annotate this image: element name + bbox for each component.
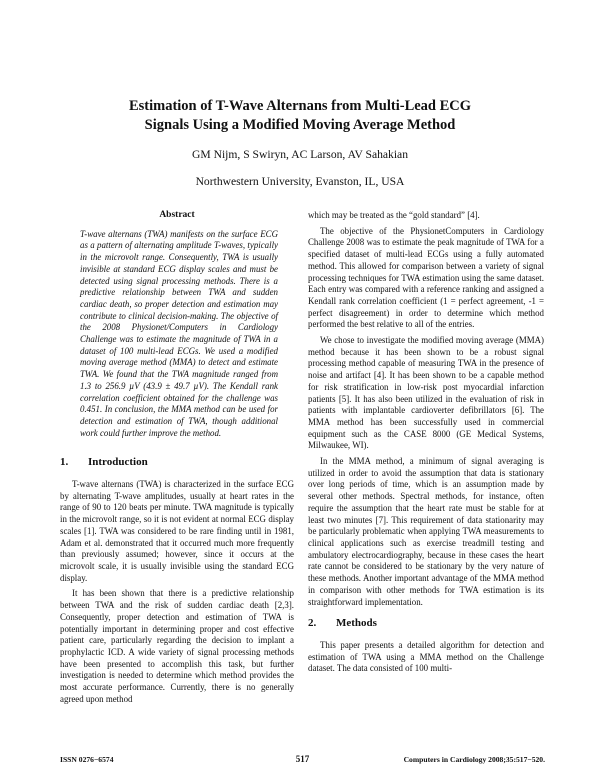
- abstract-heading: Abstract: [159, 210, 195, 220]
- section-number: 2.: [308, 617, 317, 630]
- title-line-2: Signals Using a Modified Moving Average Method: [144, 117, 456, 133]
- intro-paragraph-4: We chose to investigate the modified moving average (MMA) method because it has been shown to be a robust signal processing method capable of measuring TWA in the presence of noise and artifact [4]. It has been shown to be a capable method for risk stratification in low-risk post myocardial infarction patients [5]. It has also been utilized in the evaluation of risk in patients with implantable cardioverter defibrillators [6]. The MMA method has been successfully used in commercial equipment such as the CASE 8000 (GE Medical Systems, Milwaukee, WI).: [308, 335, 544, 451]
- section-heading-methods: [308, 618, 544, 630]
- issn: ISSN 0276−6574: [60, 755, 114, 764]
- intro-paragraph-2: It has been shown that there is a predictive relationship between TWA and the risk of sudden cardiac death [2,3]. Consequently, proper detection and estimation of TWA is potentially important in determining proper and cost effective patient care, particularly regarding the decision to implant a prophylactic ICD. A wide variety of signal processing methods have been presented to accomplish this task, but further investigation is needed to determine which method provides the most accurate performance. Currently, there is no generally agreed upon method: [60, 588, 294, 704]
- affiliation: Northwestern University, Evanston, IL, USA: [195, 175, 405, 188]
- methods-paragraph-1: This paper presents a detailed algorithm for detection and estimation of TWA using a MMA method on the Challenge dataset. The data consisted of 100 multi-: [308, 639, 544, 674]
- page-number: 517: [295, 754, 310, 764]
- journal-citation: Computers in Cardiology 2008;35:517−520.: [403, 755, 545, 764]
- left-column: [60, 210, 294, 709]
- section-title: Introduction: [88, 456, 148, 469]
- author-list: GM Nijm, S Swiryn, AC Larson, AV Sahakian: [192, 148, 408, 161]
- section-title: Methods: [336, 617, 377, 630]
- title-line-1: Estimation of T-Wave Alternans from Multi-Lead ECG: [128, 98, 472, 114]
- intro-paragraph-1: T-wave alternans (TWA) is characterized in the surface ECG by alternating T-wave amplitudes, usually at heart rates in the range of 90 to 120 beats per minute. TWA magnitude is typically in the microvolt range, so it is not evident at normal ECG display scales [1]. TWA was considered to be rare finding until in 1981, Adam et al. demonstrated that it occurred much more frequently than previously assumed; however, since it occurs at the microvolt scale, it is usually invisible using the standard ECG display.: [60, 479, 294, 583]
- right-column: [308, 210, 544, 679]
- intro-paragraph-2-continued: which may be treated as the “gold standard” [4].: [308, 210, 480, 220]
- abstract-text: T-wave alternans (TWA) manifests on the surface ECG as a pattern of alternating amplitude T-waves, typically in the microvolt range. Consequently, TWA is usually invisible at standard ECG display scales and must be detected using signal processing methods. There is a predictive relationship between TWA and sudden cardiac death, so proper detection and estimation may contribute to clinical decision-making. The objective of the 2008 Physionet/Computers in Cardiology Challenge was to estimate the magnitude of TWA in a dataset of 100 multi-lead ECGs. We used a modified moving average method (MMA) to detect and estimate TWA. We found that the TWA magnitude ranged from 1.3 to 256.9 µV (43.9 ± 49.7 µV). The Kendall rank correlation coefficient obtained for the challenge was 0.451. In conclusion, the MMA method can be used for detection and estimation of TWA, though additional work could further improve the method.: [80, 228, 278, 438]
- paper-title: [60, 97, 540, 135]
- section-heading-introduction: [60, 457, 294, 469]
- section-number: 1.: [60, 456, 69, 469]
- intro-paragraph-3: The objective of the PhysionetComputers in Cardiology Challenge 2008 was to estimate the peak magnitude of TWA for a specified dataset of multi-lead ECGs using a fully automated method. This allowed for comparison between a variety of signal processing techniques for TWA estimation using the same dataset. Each entry was compared with a reference ranking and assigned a Kendall rank correlation coefficient (1 = perfect agreement, -1 = perfect disagreement) in order to determine which method performed the best relative to all of the entries.: [308, 225, 544, 330]
- intro-paragraph-5: In the MMA method, a minimum of signal averaging is utilized in order to avoid the assumption that data is stationary over long periods of time, which is an assumption made by several other methods. Spectral methods, for instance, often require the assumption that the heart rate must be stable for at least two minutes [7]. This requirement of data stationarity may be particularly problematic when applying TWA measurements to clinical applications such as exercise treadmill testing and ambulatory electrocardiography, because in these cases the heart rate cannot be considered to be stationary by the very nature of these methods. Another important advantage of the MMA method in comparison with other methods for TWA estimation is its straightforward implementation.: [308, 456, 544, 607]
